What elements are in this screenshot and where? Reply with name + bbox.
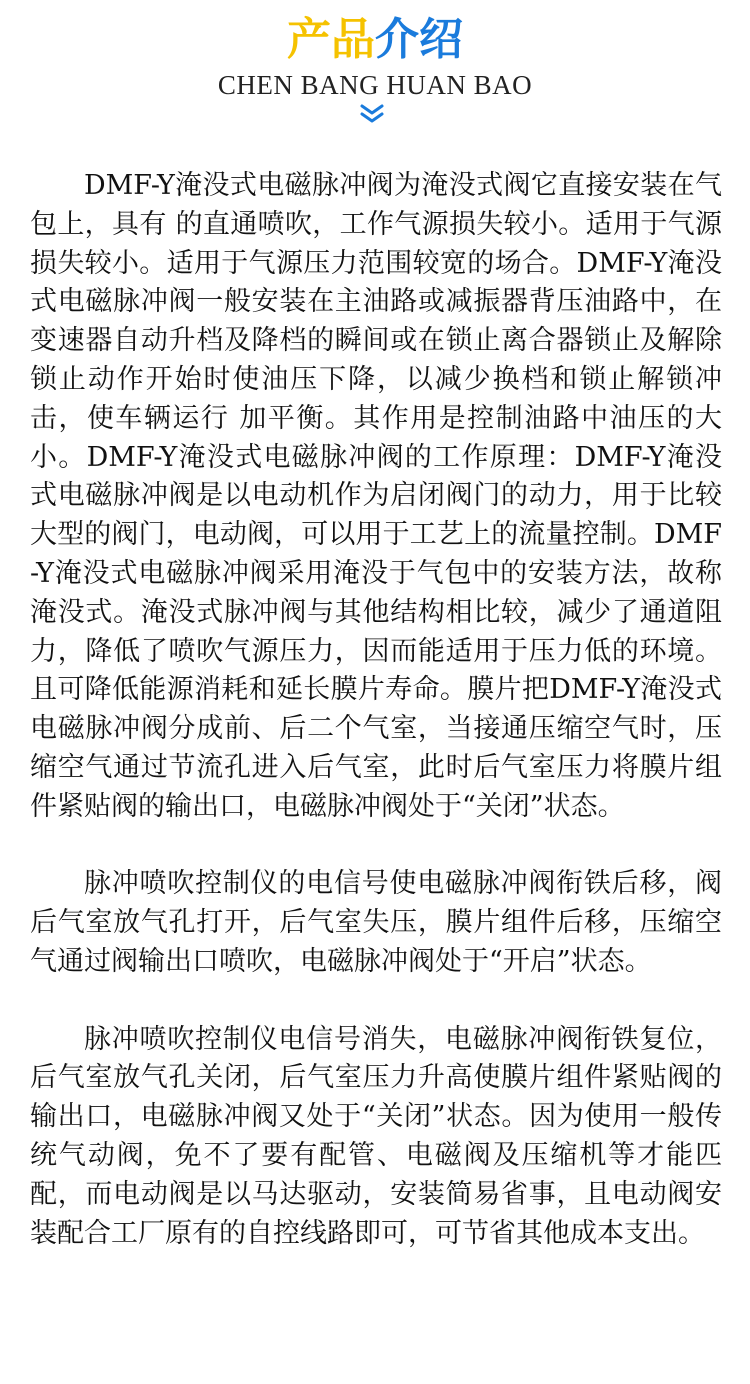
paragraph-1: DMF-Y淹没式电磁脉冲阀为淹没式阀它直接安装在气包上，具有 的直通喷吹，工作气源损失较小。适用于气源损失较小。适用于气源压力范围较宽的场合。DMF-Y淹没式电磁脉冲阀一般安装在主油路或减振器背压油路中，在变速器自动升档及降档的瞬间或在锁止离合器锁止及解除锁止动作开始时使油压下降，以减少换档和锁止解锁冲击，使车辆运行 加平衡。其作用是控制油路中油压的大小。DMF-Y淹没式电磁脉冲阀的工作原理：DMF-Y淹没式电磁脉冲阀是以电动机作为启闭阀门的动力，用于比较大型的阀门，电动阀，可以用于工艺上的流量控制。DMF-Y淹没式电磁脉冲阀采用淹没于气包中的安装方法，故称淹没式。淹没式脉冲阀与其他结构相比较，减少了通道阻力，降低了喷吹气源压力，因而能适用于压力低的环境。且可降低能源消耗和延长膜片寿命。膜片把DMF-Y淹没式电磁脉冲阀分成前、后二个气室，当接通压缩空气时，压缩空气通过节流孔进入后气室，此时后气室压力将膜片组件紧贴阀的输出口，电磁脉冲阀处于“关闭”状态。 [30,170,722,822]
paragraph-2: 脉冲喷吹控制仪的电信号使电磁脉冲阀衔铁后移，阀后气室放气孔打开，后气室失压，膜片组件后移，压缩空气通过阀输出口喷吹，电磁脉冲阀处于“开启”状态。 [30,868,722,977]
paragraph-3: 脉冲喷吹控制仪电信号消失，电磁脉冲阀衔铁复位，后气室放气孔关闭，后气室压力升高使膜片组件紧贴阀的输出口，电磁脉冲阀又处于“关闭”状态。因为使用一般传统气动阀，免不了要有配管、电磁阀及压缩机等才能匹配，而电动阀是以马达驱动，安装简易省事，且电动阀安装配合工厂原有的自控线路即可，可节省其他成本支出。 [30,1023,722,1249]
title-part-yellow: 产品 [287,14,375,65]
double-chevron-down-icon [359,104,385,124]
page-title [0,14,750,66]
page-subtitle: CHEN BANG HUAN BAO [217,70,533,100]
section-header [0,0,750,140]
title-part-blue: 介绍 [375,14,463,65]
article-body [30,167,722,1253]
